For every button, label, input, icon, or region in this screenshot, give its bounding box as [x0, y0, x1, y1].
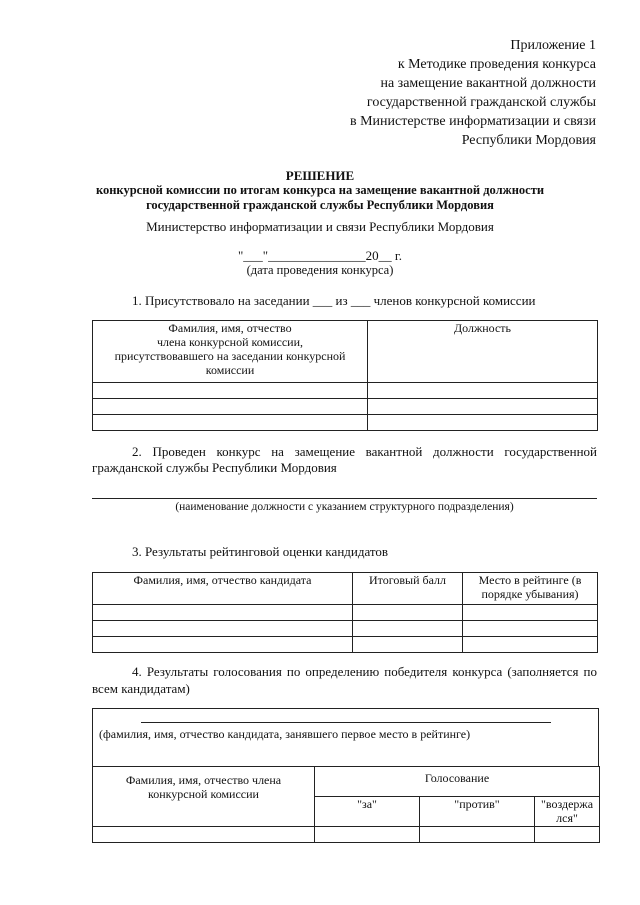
appendix-line: государственной гражданской службы: [366, 95, 596, 110]
section4-line1: 4. Результаты голосования по определению победителя конкурса (заполняется по: [132, 664, 597, 679]
date-line: "___"_______________20__ г.: [238, 248, 402, 263]
member-name-header: [93, 767, 315, 827]
rating-place-header: [463, 573, 598, 605]
appendix-line: на замещение вакантной должности: [380, 76, 596, 91]
header-line: присутствовавшего на заседании конкурсной: [114, 349, 346, 363]
header-line: комиссии: [205, 363, 255, 377]
appendix-line: к Методике проведения конкурса: [397, 57, 596, 72]
table-cell: [353, 605, 463, 621]
table-cell: [463, 621, 598, 637]
appendix-line: Республики Мордовия: [461, 133, 596, 148]
table-cell: [93, 605, 353, 621]
appendix-block: [350, 36, 596, 150]
vote-against-header: "против": [420, 797, 535, 827]
position-header: Должность: [368, 321, 598, 383]
position-blank-line: [92, 498, 597, 499]
section2-line2: гражданской службы Республики Мордовия: [92, 460, 337, 475]
table-cell: [93, 621, 353, 637]
header-line: конкурсной комиссии: [148, 787, 259, 801]
document-subtitle: [60, 183, 580, 213]
subtitle-line: государственной гражданской службы Республики Мордовия: [146, 198, 494, 212]
appendix-line: Приложение 1: [510, 38, 596, 53]
table-cell: [93, 399, 368, 415]
vote-for-header: "за": [315, 797, 420, 827]
header-line: лся": [556, 811, 578, 825]
table-cell: [368, 383, 598, 399]
section1-table: [92, 320, 598, 431]
table-cell: [93, 637, 353, 653]
member-name-header: [93, 321, 368, 383]
header-line: Место в рейтинге (в: [478, 573, 582, 587]
voting-header: Голосование: [315, 767, 600, 797]
header-line: Фамилия, имя, отчество члена: [125, 773, 282, 787]
table-cell: [420, 827, 535, 843]
section2-caption: (наименование должности с указанием структурного подразделения): [175, 501, 514, 513]
ministry-name: Министерство информатизации и связи Республики Мордовия: [146, 219, 494, 234]
date-caption: (дата проведения конкурса): [246, 263, 394, 277]
voting-table: [92, 766, 600, 843]
table-cell: [353, 637, 463, 653]
appendix-line: в Министерстве информатизации и связи: [349, 114, 596, 129]
table-cell: [315, 827, 420, 843]
table-cell: [93, 827, 315, 843]
document-title: РЕШЕНИЕ: [285, 168, 355, 183]
table-cell: [353, 621, 463, 637]
section1-text: 1. Присутствовало на заседании ___ из ___ членов конкурсной комиссии: [132, 293, 536, 308]
section3-text: 3. Результаты рейтинговой оценки кандидатов: [132, 544, 389, 559]
section3-table: [92, 572, 598, 653]
table-cell: [368, 415, 598, 431]
candidate-name-header: Фамилия, имя, отчество кандидата: [93, 573, 353, 605]
table-cell: [93, 383, 368, 399]
candidate-caption: (фамилия, имя, отчество кандидата, занявшего первое место в рейтинге): [99, 727, 471, 741]
final-score-header: Итоговый балл: [353, 573, 463, 605]
vote-abstained-header: [535, 797, 600, 827]
section2-line1: 2. Проведен конкурс на замещение вакантной должности государственной: [132, 444, 597, 459]
candidate-blank-line: [141, 722, 551, 723]
candidate-box: [92, 708, 599, 767]
section4-line2: всем кандидатам): [92, 681, 190, 696]
table-cell: [93, 415, 368, 431]
header-line: Фамилия, имя, отчество: [168, 321, 292, 335]
table-cell: [463, 637, 598, 653]
header-line: члена конкурсной комиссии,: [156, 335, 304, 349]
header-line: порядке убывания): [481, 587, 579, 601]
table-cell: [463, 605, 598, 621]
table-cell: [535, 827, 600, 843]
header-line: "воздержа: [540, 797, 594, 811]
table-cell: [368, 399, 598, 415]
subtitle-line: конкурсной комиссии по итогам конкурса на замещение вакантной должности: [95, 183, 545, 197]
